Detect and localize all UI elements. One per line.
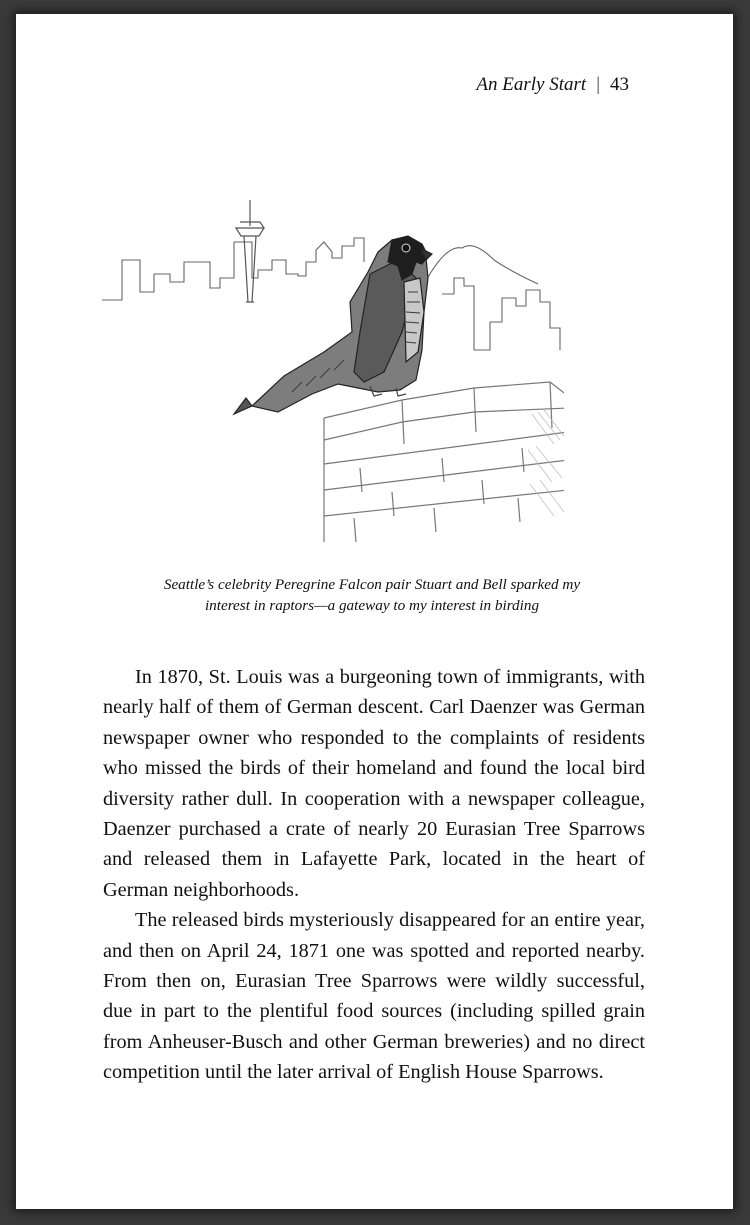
paragraph: In 1870, St. Louis was a burgeoning town of immigrants, with nearly half of them of German descent. Carl Daenzer was German newspaper owner who responded to the complaints of residents who missed the birds of their homeland and found the local bird diversity rather dull. In cooperation with a newspaper colleague, Daenzer purchased a crate of nearly 20 Eurasian Tree Sparrows and released them in Lafayette Park, located in the heart of German neighborhoods. xyxy=(103,666,645,901)
falcon xyxy=(234,236,432,414)
page-number: 43 xyxy=(610,74,629,95)
brick-wall xyxy=(324,382,564,542)
book-page xyxy=(16,14,733,1209)
body-text xyxy=(103,662,645,1088)
running-head xyxy=(476,74,629,96)
chapter-title: An Early Start xyxy=(476,74,587,95)
caption-line: interest in raptors—a gateway to my interest in birding xyxy=(204,597,540,614)
header-separator: | xyxy=(596,74,600,95)
paragraph: The released birds mysteriously disappeared for an entire year, and then on April 24, 1871 one was spotted and reported nearby. From then on, Eurasian Tree Sparrows were wildly successful, due in part to the plentiful food sources (including spilled grain from Anheuser-Busch and other German breweries) and no direct competition until the later arrival of English House Sparrows. xyxy=(103,909,645,1084)
caption-line: Seattle’s celebrity Peregrine Falcon pair Stuart and Bell sparked my xyxy=(163,576,581,593)
figure-caption xyxy=(112,574,632,616)
space-needle xyxy=(236,200,264,302)
peregrine-falcon-illustration xyxy=(102,182,564,542)
seattle-skyline xyxy=(102,238,560,350)
